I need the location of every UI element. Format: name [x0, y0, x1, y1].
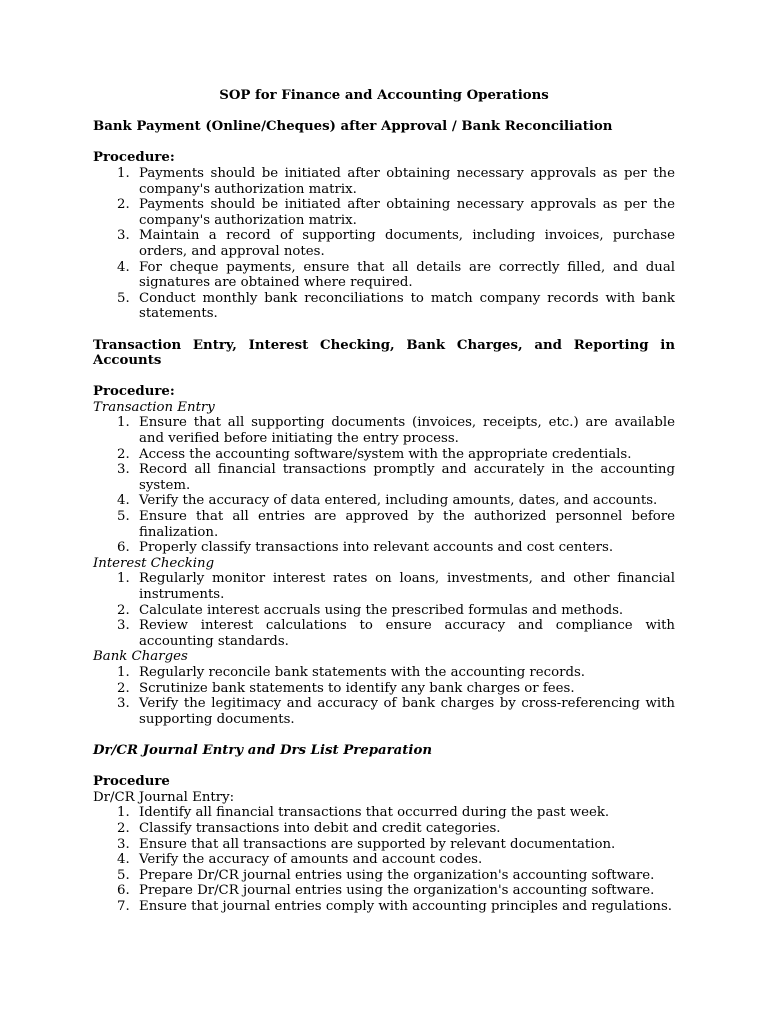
document-body [93, 88, 675, 914]
list-item: 3. Record all financial transactions promptly and accurately in the accounting system. [117, 462, 675, 493]
list-item: 3. Maintain a record of supporting documents, including invoices, purchase orders, and approval notes. [117, 228, 675, 259]
transaction-entry-list [93, 415, 675, 555]
list-item: 4. Verify the accuracy of data entered, including amounts, dates, and accounts. [117, 493, 658, 509]
interest-checking-list [93, 571, 675, 649]
document-title: SOP for Finance and Accounting Operations [219, 88, 549, 103]
list-item: 5. Ensure that all entries are approved by the authorized personnel before finalization. [117, 509, 675, 540]
section-2-procedure-label: Procedure: [93, 384, 175, 400]
transaction-entry-subheading: Transaction Entry [93, 399, 215, 415]
list-item: 2. Calculate interest accruals using the prescribed formulas and methods. [117, 602, 624, 618]
list-item: 2. Payments should be initiated after obtaining necessary approvals as per the company's authorization matrix. [117, 197, 675, 228]
section-1-procedure-label: Procedure: [93, 150, 175, 166]
list-item: 6. Prepare Dr/CR journal entries using the organization's accounting software. [117, 883, 655, 899]
list-item: 1. Payments should be initiated after obtaining necessary approvals as per the company's authorization matrix. [117, 165, 675, 197]
section-1-heading: Bank Payment (Online/Cheques) after Approval / Bank Reconciliation [93, 119, 613, 135]
list-item: 3. Verify the legitimacy and accuracy of bank charges by cross-referencing with supporting documents. [117, 696, 675, 727]
list-item: 6. Properly classify transactions into relevant accounts and cost centers. [117, 540, 614, 556]
list-item: 2. Scrutinize bank statements to identify any bank charges or fees. [117, 680, 575, 696]
journal-entry-list [93, 805, 675, 914]
list-item: 1. Ensure that all supporting documents (invoices, receipts, etc.) are available and verified before initiating the entry process. [117, 415, 675, 447]
list-item: 2. Classify transactions into debit and credit categories. [117, 820, 501, 836]
bank-charges-list [93, 665, 675, 727]
list-item: 1. Regularly reconcile bank statements with the accounting records. [117, 664, 586, 680]
list-item: 5. Conduct monthly bank reconciliations to match company records with bank statements. [117, 290, 675, 322]
section-3-procedure-label: Procedure [93, 774, 170, 790]
section-2-heading: Transaction Entry, Interest Checking, Bank Charges, and Reporting in Accounts [93, 337, 675, 369]
list-item: 5. Prepare Dr/CR journal entries using the organization's accounting software. [117, 867, 655, 883]
section-1-list [93, 166, 675, 322]
list-item: 3. Review interest calculations to ensure accuracy and compliance with accounting standards. [117, 618, 675, 649]
list-item: 3. Ensure that all transactions are supported by relevant documentation. [117, 836, 616, 852]
list-item: 2. Access the accounting software/system with the appropriate credentials. [117, 446, 632, 462]
list-item: 4. Verify the accuracy of amounts and account codes. [117, 852, 483, 868]
bank-charges-subheading: Bank Charges [93, 649, 188, 665]
section-3-heading: Dr/CR Journal Entry and Drs List Preparation [93, 742, 433, 758]
interest-checking-subheading: Interest Checking [93, 555, 215, 571]
list-item: 4. For cheque payments, ensure that all details are correctly filled, and dual signatures are obtained where required. [117, 259, 675, 291]
list-item: 1. Regularly monitor interest rates on loans, investments, and other financial instruments. [117, 571, 675, 602]
list-item: 1. Identify all financial transactions that occurred during the past week. [117, 805, 610, 821]
journal-entry-subheading: Dr/CR Journal Entry: [93, 789, 235, 805]
list-item: 7. Ensure that journal entries comply with accounting principles and regulations. [117, 898, 673, 914]
